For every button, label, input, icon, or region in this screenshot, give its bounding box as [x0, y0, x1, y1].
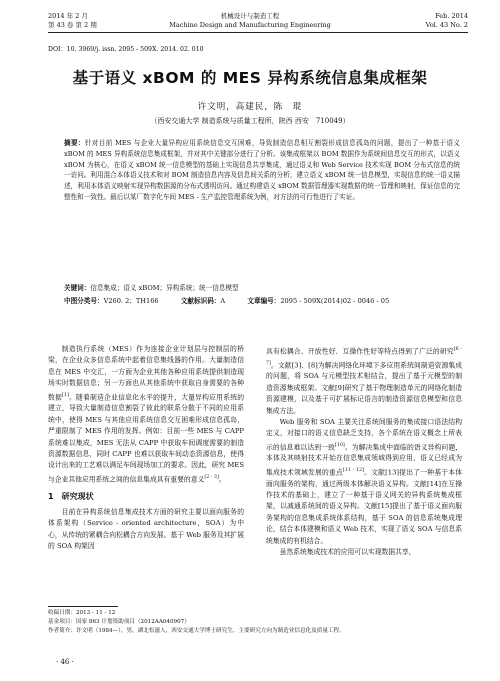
right-paragraph-1: 具有松耦合、开放性好、互操作性好等特点得到了广泛的研究[6 - 7]。文献[3]、[8]为解决网络化环境下多应用系统间制造资源集成的问题，将 SOA 与元模型技术相结合，提出了基于元模型的制造资源集成框架。文献[9]研究了基于物理制造单元的网络化制造资源建模，以及基于可扩展标记语言的制造资源信息模型和信息集成方法。 — [266, 347, 462, 415]
footnote-rule — [48, 606, 118, 607]
header-date: 2014 年 2 月 — [48, 12, 88, 20]
abstract — [64, 138, 460, 203]
footnote-received: 收稿日期：2013 - 11 - 12 — [48, 610, 116, 616]
right-paragraph-3: 虽然系统集成技术的应用可以实现数据共享， — [279, 547, 416, 556]
header-journal-cn: 机械设计与制造工程 — [220, 12, 280, 20]
clc-label: 中图分类号： — [64, 297, 104, 305]
clc-value: V260. 2；TH166 — [103, 297, 159, 305]
header-vol-en: Vol. 43 No. 2 — [425, 21, 468, 29]
abstract-label: 摘要： — [64, 139, 85, 147]
doi: DOI：10. 3969/j. issn. 2095 - 509X. 2014. 02. 010 — [48, 46, 204, 53]
header-rule — [48, 32, 468, 33]
classification-line — [64, 296, 460, 307]
page-number: · 46 · — [56, 658, 74, 666]
keywords-text: 信息集成；语义 xBOM；异构系统；统一信息模型 — [90, 284, 239, 292]
keywords — [64, 283, 460, 294]
header-journal-en: Machine Design and Manufacturing Engineering — [169, 21, 331, 29]
doc-code-label: 文献标识码： — [180, 297, 221, 305]
right-paragraph-2: Web 服务和 SOA 主要关注系统间服务的集成接口语法结构定义，对接口的语义信息缺乏支持，各个系统在语义概念上所表示的信息难以达到一致[10]。为解决集成中面临的语义异构问题，本体及其映射技术开始在信息集成领域得到应用，语义已经成为集成技术领域发展的重点[11 - 12]。文献[13]提出了一种基于本体面向服务的架构，通过两级本体解决语义异构。文献[14]在互操作技术的基础上，建立了一种基于语义网关的异构系统集成框架，以减通系统间的语义异构。文献[15]提出了基于语义面向服务架构的信息集成系统体系结构，基于 SOA 的信息系统集成理论，结合本体建模和语义 Web 技术，实现了语义 SOA 与信息系统集成的有机结合。 — [266, 417, 463, 545]
article-no-label: 文章编号： — [247, 297, 281, 305]
authors: 许文明，高建民，陈 琨 — [197, 102, 303, 112]
footnote-author: 作者简介：许文明（1984—），男，湖北松滋人，西安交通大学博士研究生，主要研究方向为制造业信息化及质量工程。 — [48, 628, 345, 634]
keywords-label: 关键词： — [64, 284, 91, 292]
section-1-heading: 1 研究现状 — [48, 492, 94, 502]
left-column — [48, 344, 244, 552]
footnotes — [48, 609, 468, 636]
right-column — [266, 344, 462, 558]
intro-paragraph: 制造执行系统（MES）作为连接企业计划层与控制层的桥梁，在企业众多信息系统中起着信息集线器的作用。大量制造信息在 MES 中交汇，一方面为企业其他各种应用系统提供制造现场实时数据信息；另一方面也从其他系统中获取自身需要的各种数据[1]。随着制造企业信息化水平的提升，大量异构应用系统的建立，导致大量制造信息割裂了彼此的联系分散于不同的应用系统中，使得 MES 与其他应用系统信息交互困难形成信息孤岛，严重限制了 MES 作用的发挥。例如：目前一些 MES 与 CAPP 系统难以集成，MES 无法从 CAPP 中获取车间调度需要的制造资源数据信息，同时 CAPP 也难以获取车间动态资源信息，使得设计出来的工艺难以满足车间现场加工的要求。因此，研究 MES 与企业其他应用系统之间的信息集成具有重要的意义[2 - 3]。 — [48, 345, 244, 483]
header-issue: 第 43 卷 第 2 期 — [48, 21, 97, 29]
article-no-value: 2095 - 509X(2014)02 - 0046 - 05 — [280, 297, 390, 305]
affiliation: （西安交通大学 制造系统与质量工程所，陕西 西安 710049） — [150, 117, 350, 125]
header-month-en: Feb. 2014 — [435, 12, 468, 20]
doc-code-value: A — [220, 297, 226, 305]
section-1-paragraph: 目前在异构系统信息集成技术方面的研究主要以面向服务的体系架构（Service - oriented architecture，SOA）为中心，从传统的紧耦合向松耦合方向发展。基于 Web 服务及其扩展的 SOA 构架因 — [48, 507, 244, 551]
paper-title: 基于语义 xBOM 的 MES 异构系统信息集成框架 — [72, 69, 428, 87]
footnote-fund: 基金项目：国家 863 计划资助项目（2012AA040907） — [48, 619, 190, 625]
abstract-text: 针对目前 MES 与企业大量异构应用系统信息交互困难，导致制造信息相互割裂形成信息孤岛的问题，提出了一种基于语义 xBOM 的 MES 异构系统信息集成框架，并对其中关键部分进行了分析。该集成框架以 BOM 数据作为系统间信息交互的形式，以语义 xBOM 为核心，在语义 xBOM 统一信息模型的基础上实现信息共享集成，通过语义和 Web Service 技术实现 BOM 分布式信息的统一访问。利用混合本体语义技术和对 BOM 制造信息内容及信息间关系的分析，建立语义 xBOM 统一信息模型，实现信息的统一语义描述，利用本体语义映射实现异构数据源的分布式透明访问。通过构建语义 xBOM 数据管理器实现数据的统一管理和映射，保证信息的完整性和一致性。最后以某厂数字化车间 MES - 生产监控管理系统为例，对方法的可行性进行了实证。 — [64, 139, 460, 201]
